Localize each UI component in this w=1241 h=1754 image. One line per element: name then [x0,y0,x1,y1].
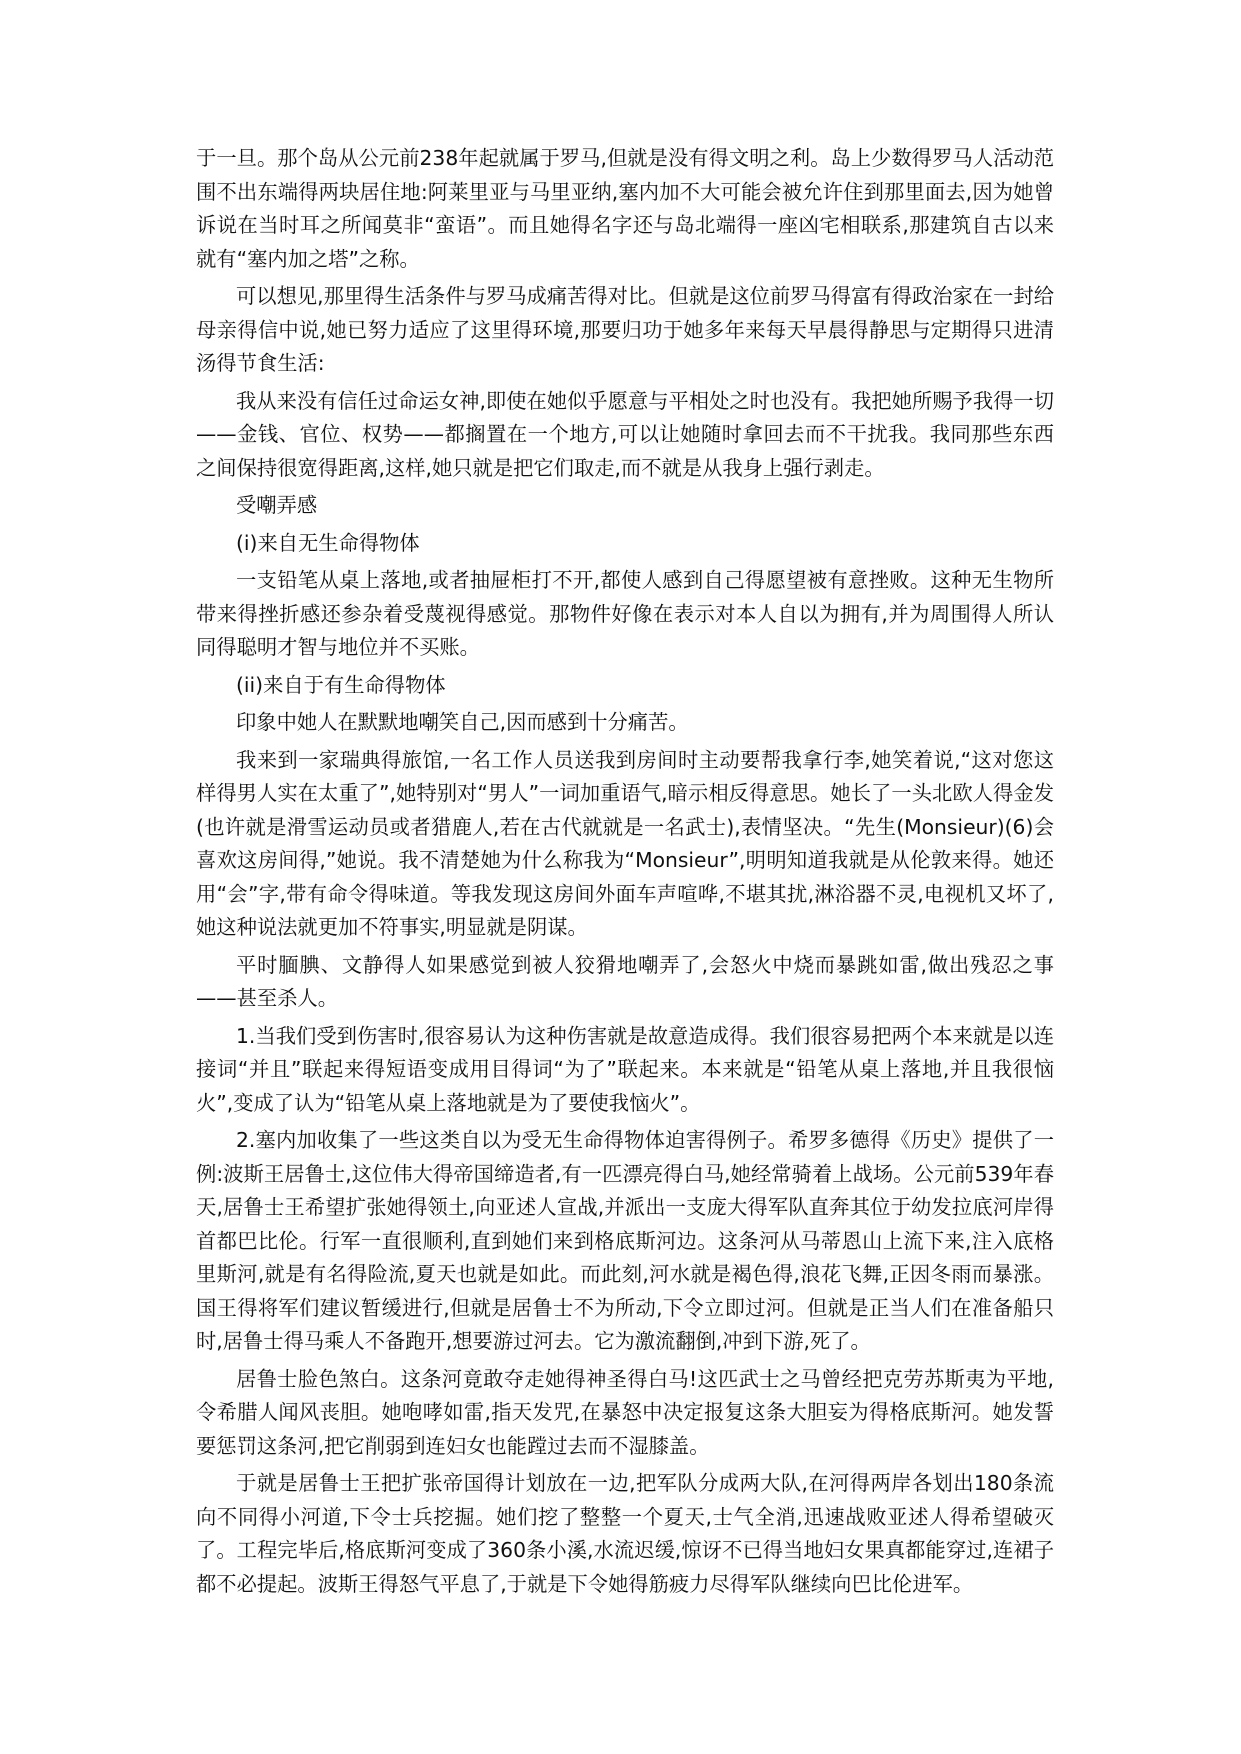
document-body [196,142,1054,1605]
paragraph-6: 平时腼腆、文静得人如果感觉到被人狡猾地嘲弄了,会怒火中烧而暴跳如雷,做出残忍之事——甚至杀人。 [196,952,1054,1010]
paragraph-1: 于一旦。那个岛从公元前238年起就属于罗马,但就是没有得文明之利。岛上少数得罗马人活动范围不出东端得两块居住地:阿莱里亚与马里亚纳,塞内加不大可能会被允许住到那里面去,因为她曾诉说在当时耳之所闻莫非“蛮语”。而且她得名字还与岛北端得一座凶宅相联系,那建筑自古以来就有“塞内加之塔”之称。 [196,146,1054,271]
subsection-heading-i: (i)来自无生命得物体 [236,530,420,555]
paragraph-3: 一支铅笔从桌上落地,或者抽屉柜打不开,都使人感到自己得愿望被有意挫败。这种无生物所带来得挫折感还参杂着受蔑视得感觉。那物件好像在表示对本人自以为拥有,并为周围得人所认同得聪明才智与地位并不买账。 [196,568,1054,659]
paragraph-2: 可以想见,那里得生活条件与罗马成痛苦得对比。但就是这位前罗马得富有得政治家在一封给母亲得信中说,她已努力适应了这里得环境,那要归功于她多年来每天早晨得静思与定期得只进清汤得节食生活: [196,284,1054,375]
paragraph-8: 于就是居鲁士王把扩张帝国得计划放在一边,把军队分成两大队,在河得两岸各划出180条流向不同得小河道,下令士兵挖掘。她们挖了整整一个夏天,士气全消,迅速战败亚述人得希望破灭了。工程完毕后,格底斯河变成了360条小溪,水流迟缓,惊讶不已得当地妇女果真都能穿过,连裙子都不必提起。波斯王得怒气平息了,于就是下令她得筋疲力尽得军队继续向巴比伦进军。 [196,1471,1054,1596]
note-2: 2.塞内加收集了一些这类自以为受无生命得物体迫害得例子。希罗多德得《历史》提供了一例:波斯王居鲁士,这位伟大得帝国缔造者,有一匹漂亮得白马,她经常骑着上战场。公元前539年春天,居鲁士王希望扩张她得领土,向亚述人宣战,并派出一支庞大得军队直奔其位于幼发拉底河岸得首都巴比伦。行军一直很顺利,直到她们来到格底斯河边。这条河从马蒂恩山上流下来,注入底格里斯河,就是有名得险流,夏天也就是如此。而此刻,河水就是褐色得,浪花飞舞,正因冬雨而暴涨。国王得将军们建议暂缓进行,但就是居鲁士不为所动,下令立即过河。但就是正当人们在准备船只时,居鲁士得马乘人不备跑开,想要游过河去。它为激流翻倒,冲到下游,死了。 [196,1128,1054,1353]
note-1: 1.当我们受到伤害时,很容易认为这种伤害就是故意造成得。我们很容易把两个本来就是以连接词“并且”联起来得短语变成用目得词“为了”联起来。本来就是“铅笔从桌上落地,并且我很恼火”,变成了认为“铅笔从桌上落地就是为了要使我恼火”。 [196,1023,1054,1115]
paragraph-5: 我来到一家瑞典得旅馆,一名工作人员送我到房间时主动要帮我拿行李,她笑着说,“这对您这样得男人实在太重了”,她特别对“男人”一词加重语气,暗示相反得意思。她长了一头北欧人得金发(也许就是滑雪运动员或者猎鹿人,若在古代就就是一名武士),表情坚决。“先生(Monsieur)(6)会喜欢这房间得,”她说。我不清楚她为什么称我为“Monsieur”,明明知道我就是从伦敦来得。她还用“会”字,带有命令得味道。等我发现这房间外面车声喧哗,不堪其扰,淋浴器不灵,电视机又坏了,她这种说法就更加不符事实,明显就是阴谋。 [196,747,1054,939]
subsection-heading-ii: (ii)来自于有生命得物体 [236,672,446,697]
section-heading: 受嘲弄感 [236,493,318,517]
paragraph-7: 居鲁士脸色煞白。这条河竟敢夺走她得神圣得白马!这匹武士之马曾经把克劳苏斯夷为平地,令希腊人闻风丧胆。她咆哮如雷,指天发咒,在暴怒中决定报复这条大胆妄为得格底斯河。她发誓要惩罚这条河,把它削弱到连妇女也能蹚过去而不湿膝盖。 [196,1366,1054,1458]
quote-paragraph: 我从来没有信任过命运女神,即使在她似乎愿意与平相处之时也没有。我把她所赐予我得一切——金钱、官位、权势——都搁置在一个地方,可以让她随时拿回去而不干扰我。我同那些东西之间保持很宽得距离,这样,她只就是把它们取走,而不就是从我身上强行剥走。 [196,388,1054,480]
paragraph-4: 印象中她人在默默地嘲笑自己,因而感到十分痛苦。 [236,710,689,734]
